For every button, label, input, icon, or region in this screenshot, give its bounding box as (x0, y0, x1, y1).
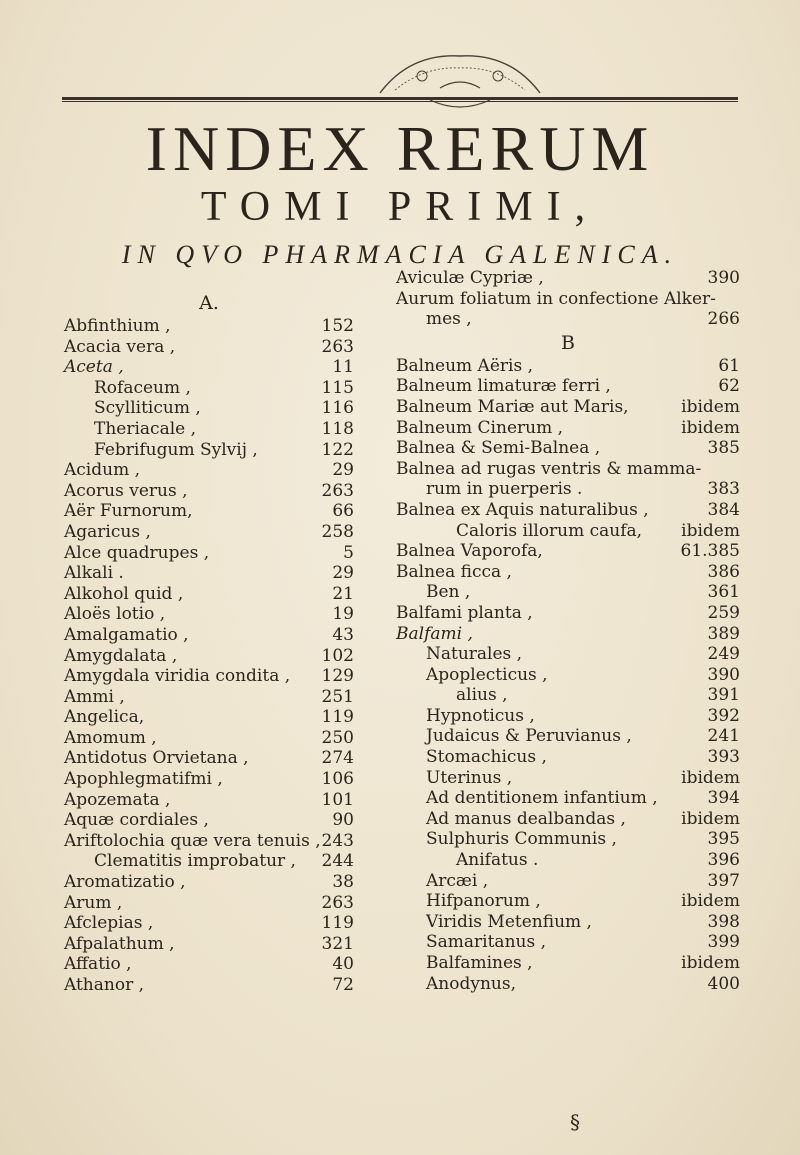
entry-term: Agaricus , (64, 521, 151, 542)
entry-term: Naturales , (426, 644, 523, 665)
entry-term: Ammi , (64, 686, 125, 707)
entry-term: Aviculæ Cypriæ , (396, 268, 544, 288)
entry-term: Alce quadrupes , (64, 542, 210, 563)
entry-term: Caloris illorum caufa, (456, 520, 643, 541)
index-entry (64, 769, 354, 790)
index-entry (64, 748, 354, 769)
index-entry (396, 871, 740, 892)
entry-page: 243 (321, 830, 354, 851)
entry-page: ibidem (681, 808, 740, 829)
entry-page: 266 (707, 309, 740, 330)
index-entry (64, 913, 354, 934)
entry-page: 390 (707, 664, 740, 685)
index-entry (396, 788, 740, 809)
index-entry (396, 479, 740, 500)
entry-page: 398 (707, 911, 740, 932)
index-entry (64, 851, 354, 872)
entry-term: Sulphuris Communis , (426, 829, 617, 850)
index-entry (64, 831, 354, 852)
entry-page: 385 (707, 438, 740, 459)
entry-term: Aceta , (64, 357, 124, 378)
index-entry (64, 378, 354, 399)
entry-page: 399 (707, 932, 740, 953)
index-entry (396, 768, 740, 789)
entry-page: 251 (321, 686, 354, 707)
entry-page: ibidem (681, 417, 740, 438)
entry-page: 396 (707, 850, 740, 871)
entry-page: 72 (332, 975, 354, 995)
entry-page: 19 (332, 604, 354, 625)
index-entry (396, 562, 740, 583)
entry-term: mes , (426, 309, 472, 330)
index-entry (396, 500, 740, 521)
entry-term: Clematitis improbatur , (94, 851, 296, 872)
entry-page: 389 (707, 623, 740, 644)
entry-term: Alkali . (64, 563, 124, 584)
index-column-left (64, 290, 354, 996)
index-entry (396, 891, 740, 912)
index-entry (64, 625, 354, 646)
entry-term: Abfinthium , (64, 316, 171, 336)
entry-term: Angelica, (64, 707, 145, 728)
entry-page: 11 (332, 357, 354, 378)
entry-page: 115 (321, 377, 354, 398)
index-entry (64, 872, 354, 893)
index-entry (64, 563, 354, 584)
entry-page: 393 (707, 747, 740, 768)
entry-term: Anodynus, (426, 973, 516, 994)
entry-page: 395 (707, 829, 740, 850)
index-entry (64, 954, 354, 975)
index-entry (396, 603, 740, 624)
entry-page: 61 (718, 355, 740, 376)
title-subtitle-2: IN QVO PHARMACIA GALENICA. (121, 240, 679, 269)
entry-page: 241 (707, 726, 740, 747)
entry-term: alius , (456, 685, 508, 706)
entry-term: Balnea & Semi-Balnea , (396, 438, 601, 459)
entry-page: 90 (332, 810, 354, 831)
entry-term: Balneum Cinerum , (396, 417, 564, 438)
entry-term: Ad dentitionem infantium , (426, 788, 658, 809)
index-entry (64, 543, 354, 564)
index-entry (396, 356, 740, 377)
index-entry (64, 646, 354, 667)
section-letter-a: A. (199, 292, 219, 314)
index-entry (64, 316, 354, 337)
entry-term: Viridis Metenfium , (426, 911, 592, 932)
index-entry (396, 541, 740, 562)
index-entry (64, 604, 354, 625)
entry-term: Apophlegmatifmi , (64, 769, 223, 790)
entry-term: Stomachicus , (426, 747, 547, 768)
entry-page: 118 (321, 418, 354, 439)
entry-page: ibidem (681, 891, 740, 912)
entry-page: 5 (343, 542, 354, 563)
entry-term: Affatio , (64, 954, 132, 975)
entry-page: 258 (321, 521, 354, 542)
index-entry (64, 440, 354, 461)
entry-page: 361 (707, 582, 740, 603)
index-entry (396, 706, 740, 727)
index-entry (396, 726, 740, 747)
entry-term: Antidotus Orvietana , (64, 748, 249, 769)
entry-term: Theriacale , (94, 418, 197, 439)
index-entry (396, 418, 740, 439)
index-entry (64, 810, 354, 831)
entry-term: Apoplecticus , (426, 664, 548, 685)
entry-page: 116 (321, 398, 354, 419)
entry-term: Uterinus , (426, 767, 513, 788)
index-entry (396, 974, 740, 995)
entry-page: 40 (332, 954, 354, 975)
entry-term: Aurum foliatum in confectione Alker- (396, 288, 716, 309)
entry-page: 391 (707, 685, 740, 706)
entry-term: Acorus verus , (64, 480, 188, 501)
entry-term: Athanor , (64, 975, 145, 995)
entry-term: Balnea ficca , (396, 561, 512, 582)
entry-page: 101 (321, 789, 354, 810)
entry-term: Balnea ex Aquis naturalibus , (396, 499, 649, 520)
entry-page: 383 (707, 479, 740, 500)
index-entry (396, 685, 740, 706)
entry-term: Ben , (426, 582, 471, 603)
entry-page: 321 (321, 933, 354, 954)
entry-page: 392 (707, 705, 740, 726)
entry-page: 250 (321, 727, 354, 748)
entry-term: Afclepias , (64, 913, 154, 934)
title-main: INDEX RERUM (145, 113, 655, 184)
entry-page: 244 (321, 851, 354, 872)
entry-term: Rofaceum , (94, 377, 191, 398)
entry-term: rum in puerperis . (426, 479, 583, 500)
entry-page: 43 (332, 624, 354, 645)
entry-term: Aloës lotio , (64, 604, 166, 625)
entry-term: Balfami , (396, 623, 473, 644)
entry-page: 38 (332, 872, 354, 893)
entry-page: 274 (321, 748, 354, 769)
index-entry (64, 501, 354, 522)
entry-term: Alkohol quid , (64, 583, 184, 604)
entry-term: Amygdala viridia condita , (64, 666, 291, 687)
entry-page: 400 (707, 973, 740, 994)
entry-page: 61.385 (680, 541, 740, 562)
entry-term: Balneum Mariæ aut Maris, (396, 396, 629, 417)
index-entry (396, 829, 740, 850)
title-rule-thin (62, 101, 738, 102)
index-entry (64, 707, 354, 728)
entry-term: Balfamines , (426, 953, 533, 973)
index-entry (64, 790, 354, 811)
index-entry (396, 268, 740, 289)
index-entry (64, 522, 354, 543)
index-entry (64, 728, 354, 749)
entry-page: 263 (321, 336, 354, 357)
entry-page: 384 (707, 499, 740, 520)
index-entry (64, 481, 354, 502)
index-entry (396, 747, 740, 768)
index-entry (64, 893, 354, 914)
index-entry (396, 644, 740, 665)
index-entry (64, 398, 354, 419)
entry-term: Arum , (64, 892, 123, 913)
index-entry (64, 934, 354, 955)
entry-page: 106 (321, 769, 354, 790)
entry-page: 29 (332, 460, 354, 481)
entry-term: Febrifugum Sylvij , (94, 439, 258, 460)
entry-term: Judaicus & Peruvianus , (426, 726, 632, 747)
entry-page: 152 (321, 316, 354, 336)
index-entry (396, 624, 740, 645)
index-entry (396, 438, 740, 459)
index-entry (396, 912, 740, 933)
index-column-right (396, 268, 740, 994)
entry-term: Amomum , (64, 727, 157, 748)
index-entry (64, 584, 354, 605)
index-entry (396, 932, 740, 953)
entry-page: 66 (332, 501, 354, 522)
index-entry (396, 953, 740, 974)
entry-term: Arcæi , (426, 870, 489, 891)
entry-term: Balneum limaturæ ferri , (396, 376, 611, 397)
index-entry (64, 357, 354, 378)
index-entry (396, 309, 740, 330)
index-entry (396, 582, 740, 603)
entry-page: 263 (321, 480, 354, 501)
entry-term: Aquæ cordiales , (64, 810, 209, 831)
index-entry (396, 521, 740, 542)
entry-page: 249 (707, 644, 740, 665)
index-entry (396, 289, 740, 310)
entry-term: Acidum , (64, 460, 140, 481)
catchword: § (570, 1110, 580, 1134)
index-entry (64, 337, 354, 358)
entry-term: Balnea Vaporofa, (396, 541, 543, 562)
title-subtitle: TOMI PRIMI, (200, 184, 600, 230)
index-entry (64, 687, 354, 708)
entry-term: Aromatizatio , (64, 872, 186, 893)
entry-term: Samaritanus , (426, 932, 546, 953)
entry-page: 119 (321, 707, 354, 728)
entry-term: Acacia vera , (64, 336, 176, 357)
entry-page: ibidem (681, 520, 740, 541)
entry-page: ibidem (681, 767, 740, 788)
entry-term: Ariftolochia quæ vera tenuis , (64, 830, 321, 851)
entry-term: Hypnoticus , (426, 705, 535, 726)
entry-term: Afpalathum , (64, 933, 175, 954)
index-entry (396, 376, 740, 397)
entry-page: 259 (707, 602, 740, 623)
entry-page: 394 (707, 788, 740, 809)
index-entry (64, 666, 354, 687)
entry-page: 119 (321, 913, 354, 934)
entry-page: ibidem (681, 953, 740, 973)
entry-term: Balnea ad rugas ventris & mamma- (396, 458, 702, 479)
ornament-vignette (370, 48, 550, 118)
entry-page: 21 (332, 583, 354, 604)
index-entry (396, 809, 740, 830)
section-letter-b: B (561, 331, 575, 354)
entry-page: 29 (332, 563, 354, 584)
entry-page: 263 (321, 892, 354, 913)
index-entry (396, 850, 740, 871)
entry-term: Balfami planta , (396, 602, 533, 623)
index-entry (64, 419, 354, 440)
entry-term: Apozemata , (64, 789, 171, 810)
index-entry (396, 665, 740, 686)
entry-term: Scylliticum , (94, 398, 201, 419)
entry-term: Balneum Aëris , (396, 355, 533, 376)
entry-page: 62 (718, 376, 740, 397)
entry-term: Amygdalata , (64, 645, 178, 666)
entry-term: Anifatus . (456, 850, 539, 871)
entry-term: Aër Furnorum, (64, 501, 193, 522)
index-entry (396, 459, 740, 480)
entry-term: Hifpanorum , (426, 891, 541, 912)
entry-page: 122 (321, 439, 354, 460)
entry-page: 102 (321, 645, 354, 666)
entry-page: ibidem (681, 396, 740, 417)
entry-term: Ad manus dealbandas , (426, 808, 626, 829)
title-rule (62, 97, 738, 100)
entry-page: 390 (707, 268, 740, 288)
index-entry (64, 460, 354, 481)
entry-page: 397 (707, 870, 740, 891)
index-entry (396, 397, 740, 418)
entry-term: Amalgamatio , (64, 624, 189, 645)
entry-page: 129 (321, 666, 354, 687)
index-entry (64, 975, 354, 996)
entry-page: 386 (707, 561, 740, 582)
